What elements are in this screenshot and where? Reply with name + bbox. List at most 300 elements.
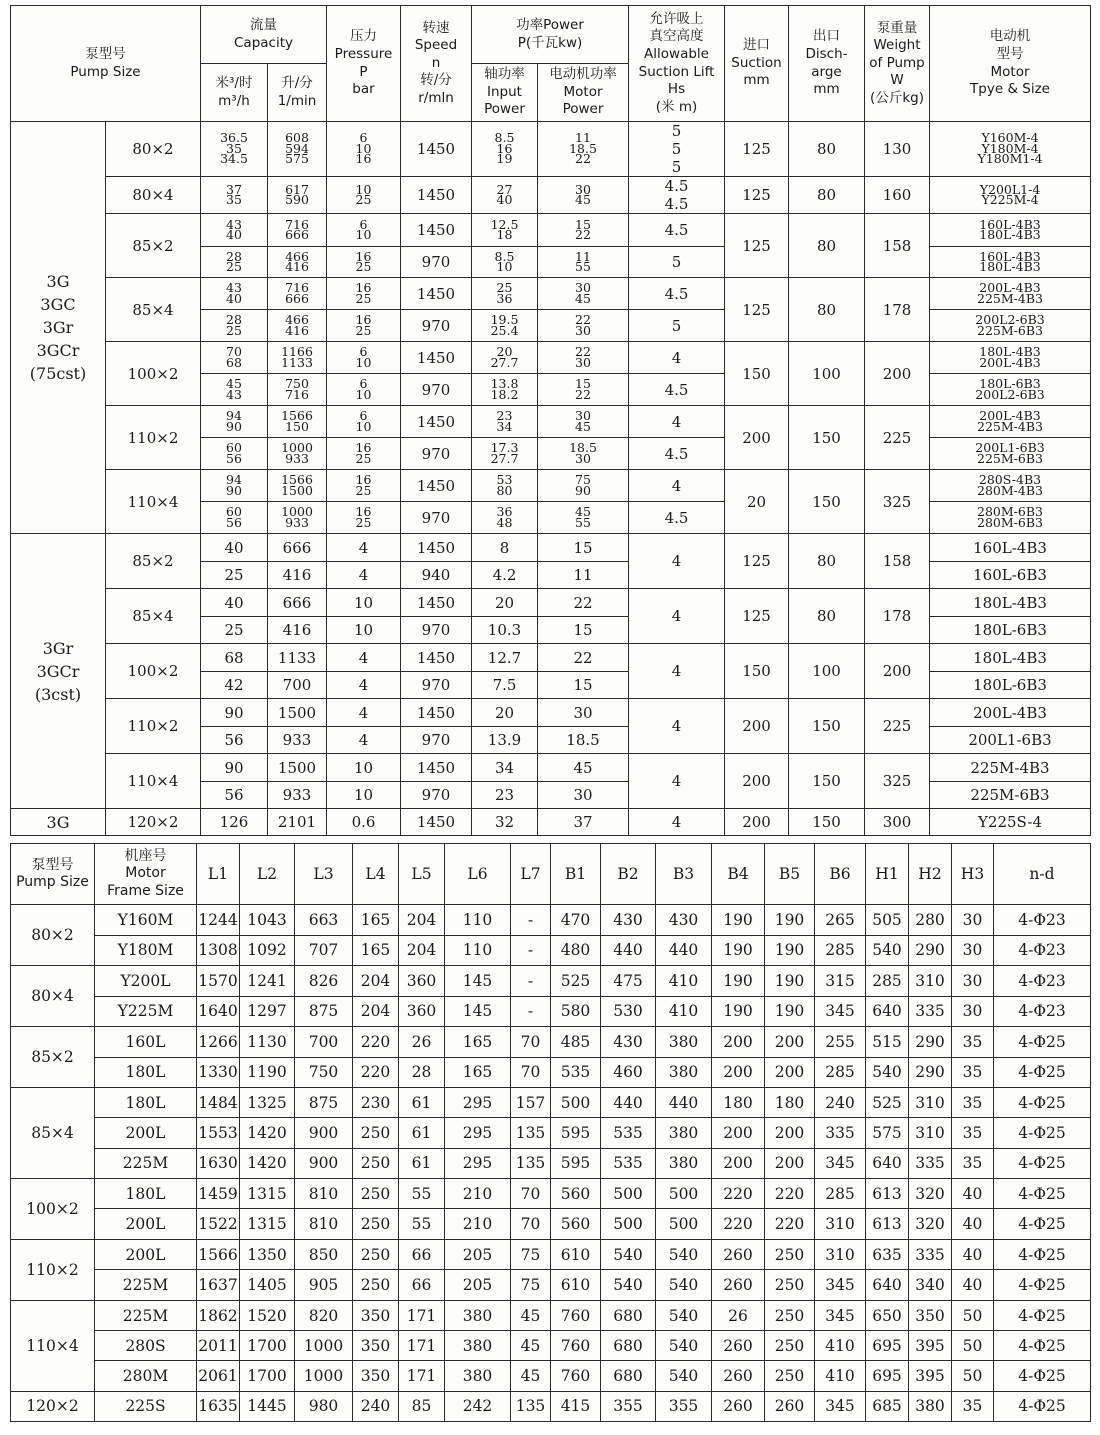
cell-b4: 200 [712,1148,765,1178]
table-row [11,1118,1091,1148]
cell-cap-m3h: 90 [201,699,268,727]
cell-l6: 205 [445,1239,511,1270]
cell-suction-lift: 5 5 5 [629,122,725,177]
cell-h3: 35 [952,1118,994,1148]
cell-b1: 470 [551,905,601,936]
frame-size: 225M [95,1148,197,1178]
cell-b2: 535 [601,1118,656,1148]
cell-motor: 200L-4B3 [930,699,1091,727]
cell-b2: 440 [601,935,656,966]
cell-speed: 970 [401,374,472,406]
cell-input: 20 27.7 [472,342,538,374]
cell-l2: 1315 [240,1209,295,1240]
series-label: 3G 3GC 3Gr 3GCr (75cst) [11,122,106,534]
cell-l3: 900 [295,1148,353,1178]
cell-h3: 35 [952,1148,994,1178]
cell-l5: 55 [399,1178,445,1209]
cell-b4: 220 [712,1178,765,1209]
table-row [11,470,1091,502]
cell-speed: 1450 [401,809,472,836]
cell-h3: 50 [952,1331,994,1361]
cell-b3: 540 [656,1361,712,1391]
cell-speed: 970 [401,502,472,534]
cell-nd: 4-Φ25 [994,1118,1091,1148]
cell-h2: 320 [909,1178,952,1209]
cell-cap-lmin: 416 [268,562,327,589]
cell-suction: 125 [725,177,789,214]
cell-l7: 45 [511,1331,551,1361]
cell-b6: 310 [815,1209,866,1240]
cell-b4: 260 [712,1270,765,1301]
cell-l7: - [511,905,551,936]
cell-weight: 178 [865,589,930,644]
pump-size: 80×2 [106,122,201,177]
cell-input: 19.5 25.4 [472,310,538,342]
cell-pressure: 6 10 [327,214,401,247]
cell-b5: 190 [765,966,815,997]
table-row [11,1088,1091,1118]
cell-motor-power: 15 22 [538,214,629,247]
cell-nd: 4-Φ23 [994,905,1091,936]
cell-b1: 480 [551,935,601,966]
cell-l2: 1241 [240,966,295,997]
header-col-h3: H3 [952,844,994,905]
cell-nd: 4-Φ23 [994,996,1091,1027]
cell-motor-power: 18.5 30 [538,438,629,470]
cell-l5: 204 [399,935,445,966]
header-col-l2: L2 [240,844,295,905]
cell-b6: 345 [815,996,866,1027]
cell-l7: - [511,966,551,997]
cell-pressure: 10 [327,754,401,782]
cell-weight: 158 [865,534,930,589]
cell-motor-power: 15 [538,617,629,644]
cell-l2: 1405 [240,1270,295,1301]
pump-size: 85×4 [11,1088,95,1179]
table-row [11,1270,1091,1301]
header-input-power: 轴功率 Input Power [472,64,538,122]
cell-input: 10.3 [472,617,538,644]
cell-l5: 171 [399,1361,445,1391]
pump-size: 110×4 [11,1300,95,1391]
cell-b1: 485 [551,1027,601,1058]
cell-h3: 50 [952,1361,994,1391]
cell-pressure: 0.6 [327,809,401,836]
cell-cap-m3h: 94 90 [201,406,268,438]
cell-l4: 204 [353,966,399,997]
cell-pressure: 10 [327,617,401,644]
pump-size: 85×2 [11,1027,95,1088]
cell-motor: 200L-4B3 225M-4B3 [930,406,1091,438]
cell-l1: 1266 [197,1027,240,1058]
cell-l2: 1420 [240,1118,295,1148]
cell-speed: 970 [401,727,472,754]
cell-b5: 190 [765,905,815,936]
cell-h3: 35 [952,1088,994,1118]
cell-l7: 70 [511,1209,551,1240]
cell-cap-lmin: 933 [268,727,327,754]
header-discharge: 出口 Disch- arge mm [789,6,865,122]
cell-h2: 335 [909,996,952,1027]
cell-b2: 430 [601,1027,656,1058]
cell-cap-lmin: 1133 [268,644,327,672]
frame-size: Y180M [95,935,197,966]
cell-motor-power: 15 [538,534,629,562]
cell-cap-lmin: 700 [268,672,327,699]
cell-l7: - [511,935,551,966]
cell-b6: 345 [815,1300,866,1330]
cell-l2: 1700 [240,1331,295,1361]
cell-l6: 110 [445,905,511,936]
table-row [11,699,1091,727]
cell-h3: 35 [952,1057,994,1088]
cell-motor: 180L-4B3 [930,644,1091,672]
cell-motor: 180L-4B3 200L-4B3 [930,342,1091,374]
pump-size: 80×4 [106,177,201,214]
cell-l5: 360 [399,996,445,1027]
header-weight: 泵重量 Weight of Pump W (公斤kg) [865,6,930,122]
cell-l3: 700 [295,1027,353,1058]
cell-l5: 26 [399,1027,445,1058]
cell-pressure: 16 25 [327,502,401,534]
frame-size: 180L [95,1178,197,1209]
cell-b1: 760 [551,1331,601,1361]
cell-l5: 55 [399,1209,445,1240]
header-frame-size: 机座号 Motor Frame Size [95,844,197,905]
cell-b4: 220 [712,1209,765,1240]
frame-size: 160L [95,1027,197,1058]
cell-suction: 200 [725,699,789,754]
cell-l7: 45 [511,1361,551,1391]
cell-weight: 325 [865,470,930,534]
cell-l2: 1700 [240,1361,295,1391]
cell-suction: 200 [725,754,789,809]
pump-size: 120×2 [11,1391,95,1421]
cell-motor: 280S-4B3 280M-4B3 [930,470,1091,502]
cell-b4: 180 [712,1088,765,1118]
cell-motor: Y160M-4 Y180M-4 Y180M1-4 [930,122,1091,177]
cell-l7: 135 [511,1391,551,1421]
cell-cap-m3h: 45 43 [201,374,268,406]
header-speed: 转速 Speed n 转/分 r/mln [401,6,472,122]
cell-h3: 40 [952,1270,994,1301]
cell-input: 23 34 [472,406,538,438]
cell-b1: 535 [551,1057,601,1088]
cell-l2: 1092 [240,935,295,966]
cell-l3: 820 [295,1300,353,1330]
cell-pressure: 10 [327,782,401,809]
cell-b2: 500 [601,1209,656,1240]
cell-motor: 160L-4B3 180L-4B3 [930,247,1091,278]
cell-input: 27 40 [472,177,538,214]
cell-l4: 250 [353,1118,399,1148]
cell-h2: 350 [909,1300,952,1330]
cell-l6: 145 [445,966,511,997]
cell-speed: 1450 [401,177,472,214]
cell-h1: 515 [866,1027,909,1058]
cell-l4: 350 [353,1361,399,1391]
cell-weight: 300 [865,809,930,836]
cell-b2: 475 [601,966,656,997]
cell-motor-power: 11 [538,562,629,589]
cell-h1: 613 [866,1209,909,1240]
cell-speed: 1450 [401,214,472,247]
cell-cap-m3h: 126 [201,809,268,836]
cell-discharge: 80 [789,278,865,342]
cell-motor: 180L-4B3 [930,589,1091,617]
header-capacity: 流量 Capacity [201,6,327,64]
cell-b1: 595 [551,1118,601,1148]
frame-size: 225S [95,1391,197,1421]
cell-l4: 204 [353,996,399,1027]
cell-motor: 160L-4B3 [930,534,1091,562]
cell-l2: 1297 [240,996,295,1027]
cell-cap-lmin: 666 [268,534,327,562]
pump-size: 110×2 [11,1239,95,1300]
cell-b2: 355 [601,1391,656,1421]
cell-speed: 1450 [401,644,472,672]
cell-speed: 970 [401,247,472,278]
cell-b4: 26 [712,1300,765,1330]
cell-h1: 540 [866,935,909,966]
pump-dimensions-table [10,843,1091,1422]
cell-h3: 40 [952,1209,994,1240]
cell-b1: 415 [551,1391,601,1421]
cell-motor-power: 15 [538,672,629,699]
pump-size: 110×2 [106,406,201,470]
cell-b3: 440 [656,1088,712,1118]
cell-b5: 250 [765,1361,815,1391]
cell-l4: 250 [353,1148,399,1178]
cell-l2: 1043 [240,905,295,936]
cell-l4: 165 [353,905,399,936]
cell-h1: 685 [866,1391,909,1421]
cell-nd: 4-Φ25 [994,1178,1091,1209]
cell-l2: 1325 [240,1088,295,1118]
cell-suction-lift: 4.5 [629,502,725,534]
header-capacity-m3h: 米³/时 m³/h [201,64,268,122]
cell-nd: 4-Φ25 [994,1027,1091,1058]
cell-l1: 1630 [197,1148,240,1178]
table-row [11,534,1091,562]
cell-l2: 1315 [240,1178,295,1209]
cell-l5: 360 [399,966,445,997]
cell-suction-lift: 4.5 4.5 [629,177,725,214]
cell-cap-m3h: 37 35 [201,177,268,214]
cell-l6: 145 [445,996,511,1027]
cell-l6: 380 [445,1361,511,1391]
cell-l2: 1130 [240,1027,295,1058]
cell-pressure: 16 25 [327,470,401,502]
cell-h3: 50 [952,1300,994,1330]
cell-b6: 410 [815,1361,866,1391]
pump-size: 100×2 [106,644,201,699]
cell-l7: 135 [511,1118,551,1148]
cell-b6: 310 [815,1239,866,1270]
table-row [11,214,1091,247]
header-suction: 进口 Suction mm [725,6,789,122]
cell-b5: 250 [765,1239,815,1270]
cell-l1: 1244 [197,905,240,936]
cell-l2: 1350 [240,1239,295,1270]
cell-suction: 150 [725,342,789,406]
cell-pressure: 16 25 [327,247,401,278]
cell-b4: 190 [712,966,765,997]
frame-size: 200L [95,1118,197,1148]
cell-l2: 1190 [240,1057,295,1088]
cell-pressure: 6 10 16 [327,122,401,177]
frame-size: 280S [95,1331,197,1361]
cell-nd: 4-Φ25 [994,1088,1091,1118]
frame-size: 180L [95,1088,197,1118]
cell-speed: 1450 [401,699,472,727]
cell-nd: 4-Φ25 [994,1361,1091,1391]
cell-cap-m3h: 70 68 [201,342,268,374]
cell-l1: 2011 [197,1331,240,1361]
cell-motor: 225M-6B3 [930,782,1091,809]
cell-b3: 540 [656,1331,712,1361]
cell-l3: 707 [295,935,353,966]
cell-motor: 225M-4B3 [930,754,1091,782]
cell-discharge: 100 [789,342,865,406]
header-col-b3: B3 [656,844,712,905]
cell-l1: 2061 [197,1361,240,1391]
cell-h2: 395 [909,1361,952,1391]
cell-h1: 525 [866,1088,909,1118]
cell-suction-lift: 4.5 [629,438,725,470]
cell-pressure: 6 10 [327,374,401,406]
cell-cap-m3h: 36.5 35 34.5 [201,122,268,177]
cell-input: 17.3 27.7 [472,438,538,470]
cell-nd: 4-Φ25 [994,1209,1091,1240]
cell-h2: 380 [909,1391,952,1421]
cell-l7: 75 [511,1239,551,1270]
cell-h1: 505 [866,905,909,936]
cell-suction: 125 [725,278,789,342]
header-col-h1: H1 [866,844,909,905]
cell-l1: 1566 [197,1239,240,1270]
cell-b5: 190 [765,935,815,966]
cell-input: 12.5 18 [472,214,538,247]
cell-nd: 4-Φ25 [994,1270,1091,1301]
cell-h3: 30 [952,935,994,966]
cell-l6: 210 [445,1178,511,1209]
cell-b1: 560 [551,1178,601,1209]
table-row [11,1239,1091,1270]
pump-size: 85×4 [106,589,201,644]
cell-input: 13.8 18.2 [472,374,538,406]
cell-b2: 540 [601,1239,656,1270]
table-row [11,1057,1091,1088]
cell-b6: 345 [815,1391,866,1421]
cell-pressure: 16 25 [327,310,401,342]
cell-nd: 4-Φ25 [994,1300,1091,1330]
cell-l6: 380 [445,1300,511,1330]
cell-nd: 4-Φ23 [994,966,1091,997]
cell-l6: 242 [445,1391,511,1421]
header-pump-size: 泵型号 Pump Size [11,844,95,905]
cell-b6: 410 [815,1331,866,1361]
cell-b6: 345 [815,1148,866,1178]
cell-cap-m3h: 43 40 [201,214,268,247]
pump-size: 100×2 [11,1178,95,1239]
cell-l1: 1553 [197,1118,240,1148]
pump-performance-table [10,5,1091,836]
cell-b3: 540 [656,1239,712,1270]
cell-cap-lmin: 716 666 [268,214,327,247]
cell-b6: 255 [815,1027,866,1058]
cell-l6: 110 [445,935,511,966]
table-row [11,905,1091,936]
header-col-l5: L5 [399,844,445,905]
header-col-b5: B5 [765,844,815,905]
cell-l3: 1000 [295,1361,353,1391]
cell-speed: 1450 [401,534,472,562]
cell-b4: 260 [712,1391,765,1421]
cell-l6: 295 [445,1118,511,1148]
cell-weight: 325 [865,754,930,809]
cell-b4: 260 [712,1239,765,1270]
frame-size: Y225M [95,996,197,1027]
cell-l4: 220 [353,1057,399,1088]
cell-b5: 200 [765,1118,815,1148]
cell-l1: 1640 [197,996,240,1027]
cell-l6: 165 [445,1027,511,1058]
cell-l4: 250 [353,1270,399,1301]
cell-h1: 285 [866,966,909,997]
cell-input: 8.5 10 [472,247,538,278]
cell-cap-lmin: 608 594 575 [268,122,327,177]
cell-suction-lift: 4.5 [629,374,725,406]
cell-suction-lift: 4.5 [629,214,725,247]
cell-nd: 4-Φ25 [994,1331,1091,1361]
cell-speed: 970 [401,782,472,809]
pump-size: 110×4 [106,470,201,534]
cell-b3: 540 [656,1270,712,1301]
header-col-b4: B4 [712,844,765,905]
header-col-l7: L7 [511,844,551,905]
cell-discharge: 150 [789,809,865,836]
cell-motor: 160L-6B3 [930,562,1091,589]
cell-b1: 580 [551,996,601,1027]
cell-motor-power: 22 30 [538,342,629,374]
cell-suction-lift: 4 [629,809,725,836]
cell-h2: 340 [909,1270,952,1301]
cell-suction-lift: 4 [629,342,725,374]
cell-cap-m3h: 28 25 [201,247,268,278]
cell-motor-power: 15 22 [538,374,629,406]
cell-cap-lmin: 1566 1500 [268,470,327,502]
cell-h1: 695 [866,1361,909,1391]
table-row [11,1331,1091,1361]
cell-b6: 315 [815,966,866,997]
cell-b3: 500 [656,1178,712,1209]
cell-suction-lift: 5 [629,247,725,278]
cell-h1: 635 [866,1239,909,1270]
cell-discharge: 150 [789,754,865,809]
table-row [11,996,1091,1027]
cell-motor-power: 18.5 [538,727,629,754]
cell-suction: 125 [725,214,789,278]
cell-b2: 500 [601,1178,656,1209]
cell-cap-m3h: 68 [201,644,268,672]
cell-cap-m3h: 25 [201,617,268,644]
cell-b4: 260 [712,1361,765,1391]
cell-speed: 970 [401,617,472,644]
cell-input: 34 [472,754,538,782]
cell-b3: 410 [656,966,712,997]
cell-l3: 905 [295,1270,353,1301]
